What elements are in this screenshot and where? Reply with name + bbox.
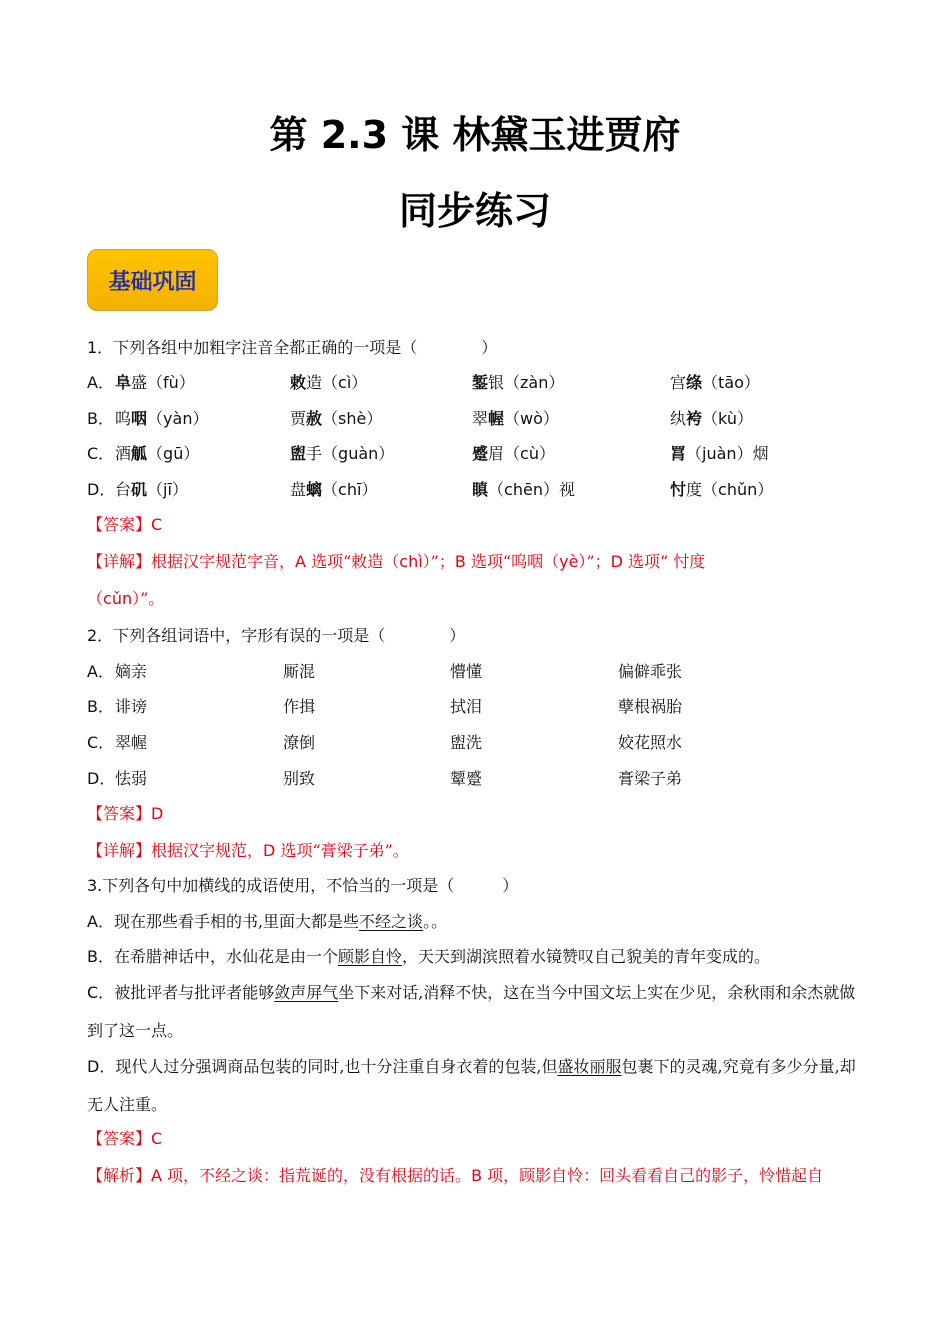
item-text: ） [361,480,378,499]
pinyin-text: zàn [520,373,549,392]
option-word: 颦蹙 [450,769,483,788]
item-text: （ [147,409,164,428]
question-1-answer [87,514,162,536]
pinyin-item [670,408,753,430]
item-text: （ [488,480,505,499]
underlined-idiom: 盛妆丽服 [557,1057,622,1076]
item-text: ） [736,409,753,428]
pinyin-text: jī [163,480,172,499]
question-2-stem [87,625,465,647]
question-3-option-d [87,1048,862,1124]
pinyin-item [472,372,564,394]
question-3-answer [87,1128,162,1150]
option-word: 盥洗 [450,733,483,752]
question-text: 下列各组中加粗字注音全都正确的一项是（ ） [113,338,498,357]
option-text: 现代人过分强调商品包装的同时,也十分注重自身衣着的包装,但 [115,1057,558,1076]
item-text: 盛（ [131,373,164,392]
detail-text: 根据汉字规范， [151,841,264,860]
detail-text: ）”； [578,552,611,571]
pinyin-text: kù [718,409,737,428]
detail-text: 选项“敕造（ [305,552,400,571]
item-text: 宫 [670,373,687,392]
option-word: 翠幄 [115,733,148,752]
pinyin-item [472,443,555,465]
question-1-detail-line2 [87,588,164,610]
analysis-text: 项，顾影自怜：回头看看自己的影子，怜惜起自 [482,1166,824,1185]
item-text: ）视 [542,480,575,499]
detail-pinyin: yè [559,552,579,571]
option-word: 厮混 [283,662,316,681]
underlined-idiom: 顾影自怜 [338,947,403,966]
pinyin-item [115,372,195,394]
option-letter: D． [87,1057,116,1076]
item-text: （ [504,409,521,428]
pinyin-item [290,372,367,394]
bold-character: 蹙 [472,444,489,463]
answer-value: D [151,804,164,823]
item-text: 造（ [306,373,339,392]
question-number: 2． [87,626,114,645]
detail-text: 选项“呜咽（ [465,552,560,571]
option-letter: D． [87,769,116,788]
bold-character: 敕 [290,373,307,392]
item-text: ） [192,409,209,428]
option-letter: A． [87,662,114,681]
detail-text: 选项“ 忖度 [622,552,706,571]
item-text: 手（ [306,444,339,463]
option-text: 包裹下的灵魂,究竟有多少分量,却无人注重。 [87,1057,856,1114]
bold-character: 罥 [670,444,687,463]
question-2-detail [87,840,409,862]
option-letter: C． [87,444,115,463]
pinyin-text: cì [338,373,352,392]
answer-tag: 【答案】 [87,804,152,823]
option-text: 被批评者与批评者能够 [114,983,275,1002]
bold-character: 矶 [131,480,148,499]
answer-value: C [151,515,163,534]
option-word: 懵懂 [450,662,483,681]
item-text: ） [743,373,760,392]
option-word: 诽谤 [115,697,148,716]
item-text: 呜 [115,409,132,428]
question-text: 下列各句中加横线的成语使用，不恰当的一项是（ ） [102,876,519,895]
item-text: 眉（ [488,444,521,463]
option-word: 孽根祸胎 [618,697,683,716]
question-3-stem [87,875,518,897]
option-letter: B． [87,697,114,716]
question-number: 3. [87,876,103,895]
item-text: （ [702,409,719,428]
detail-text: 选项“膏梁子弟”。 [275,841,409,860]
item-text: （ [686,444,703,463]
pinyin-item [472,479,575,501]
item-text: ） [178,373,195,392]
option-text: 在希腊神话中，水仙花是由一个 [113,947,338,966]
pinyin-text: chēn [504,480,543,499]
option-word: 偏僻乖张 [618,662,683,681]
detail-text: 根据汉字规范字音， [151,552,296,571]
answer-tag: 【答案】 [87,1129,152,1148]
lesson-title: 第 2.3 课 林黛玉进贾府 [269,113,681,157]
analysis-letter: B [471,1166,483,1185]
pinyin-item [290,443,394,465]
item-text: 酒 [115,444,132,463]
answer-value: C [151,1129,163,1148]
item-text: （ [702,373,719,392]
pinyin-text: tāo [718,373,744,392]
detail-tag: 【详解】 [87,552,152,571]
option-text: 。。 [423,912,448,931]
option-letter: B． [87,947,114,966]
pinyin-item [290,479,377,501]
option-word: 怯弱 [115,769,148,788]
question-3-analysis [87,1165,823,1187]
bold-character: 忖 [670,480,687,499]
pinyin-item [670,479,773,501]
pinyin-item [472,408,559,430]
item-text: 贾 [290,409,307,428]
item-text: （ [147,444,164,463]
item-text: 翠 [472,409,489,428]
item-text: ） [183,444,200,463]
item-text: ） [351,373,368,392]
bold-character: 袴 [686,409,703,428]
question-text: 下列各组词语中，字形有误的一项是（ ） [113,626,466,645]
question-1-detail-line1 [87,551,705,573]
question-1-stem [87,337,497,359]
pinyin-text: chǔn [718,480,758,499]
pinyin-item [115,408,208,430]
bold-character: 瞋 [472,480,489,499]
detail-text: ）”。 [132,589,165,608]
pinyin-text: guàn [338,444,379,463]
option-text: 坐下来对话,消释不快，这在当今中国文坛上实在少见，余秋雨和余杰就做到了这一点。 [87,983,856,1040]
item-text: ） [538,444,555,463]
pinyin-text: yàn [163,409,193,428]
pinyin-text: juàn [702,444,737,463]
option-word: 潦倒 [283,733,316,752]
item-text: ） [171,480,188,499]
pinyin-item [290,408,382,430]
bold-character: 盥 [290,444,307,463]
question-3-option-a [87,911,447,933]
item-text: ）烟 [736,444,769,463]
detail-letter: B [454,552,466,571]
option-word: 嫡亲 [115,662,148,681]
detail-letter: A [295,552,306,571]
bold-character: 幄 [488,409,505,428]
pinyin-text: shè [338,409,367,428]
item-text: （ [322,480,339,499]
bold-character: 阜 [115,373,132,392]
section-label-basic: 基础巩固 [87,249,218,311]
option-letter: C． [87,983,115,1002]
pinyin-text: chī [338,480,362,499]
item-text: 台 [115,480,132,499]
bold-character: 觚 [131,444,148,463]
analysis-letter: A [151,1166,162,1185]
item-text: （ [147,480,164,499]
option-word: 拭泪 [450,697,483,716]
option-letter: B． [87,409,114,428]
bold-character: 绦 [686,373,703,392]
bold-character: 赦 [306,409,323,428]
detail-letter: D [610,552,623,571]
detail-pinyin: chì [399,552,423,571]
bold-character: 錾 [472,373,489,392]
pinyin-item [670,372,760,394]
analysis-tag: 【解析】 [87,1166,152,1185]
pinyin-item [115,479,188,501]
option-letter: A． [87,373,114,392]
option-word: 作揖 [283,697,316,716]
option-word: 膏梁子弟 [618,769,683,788]
underlined-idiom: 不经之谈 [359,912,424,931]
detail-text: （ [87,589,104,608]
item-text: 盘 [290,480,307,499]
item-text: 度（ [686,480,719,499]
pinyin-text: wò [520,409,543,428]
item-text: ） [378,444,395,463]
question-3-option-b [87,946,770,968]
item-text: 银（ [488,373,521,392]
item-text: 纨 [670,409,687,428]
lesson-subtitle: 同步练习 [398,189,551,233]
item-text: ） [757,480,774,499]
question-number: 1． [87,338,114,357]
pinyin-item [670,443,769,465]
pinyin-text: gū [163,444,184,463]
pinyin-text: fù [163,373,179,392]
option-text: 现在那些看手相的书,里面大都是些 [113,912,360,931]
item-text: ） [366,409,383,428]
detail-tag: 【详解】 [87,841,152,860]
underlined-idiom: 敛声屏气 [274,983,339,1002]
item-text: ） [548,373,565,392]
analysis-text: 项，不经之谈：指荒诞的，没有根据的话。 [161,1166,472,1185]
pinyin-text: cù [520,444,539,463]
item-text: ） [542,409,559,428]
option-word: 别致 [283,769,316,788]
option-letter: D． [87,480,116,499]
question-3-option-c [87,974,862,1050]
detail-letter: D [263,841,276,860]
item-text: （ [322,409,339,428]
option-letter: C． [87,733,115,752]
option-letter: A． [87,912,114,931]
question-2-answer [87,803,163,825]
detail-pinyin: cǔn [103,589,133,608]
option-text: ，天天到湖滨照着水镜赞叹自己貌美的青年变成的。 [402,947,771,966]
pinyin-item [115,443,199,465]
bold-character: 咽 [131,409,148,428]
detail-text: ）”； [422,552,455,571]
bold-character: 螭 [306,480,323,499]
answer-tag: 【答案】 [87,515,152,534]
option-word: 姣花照水 [618,733,683,752]
